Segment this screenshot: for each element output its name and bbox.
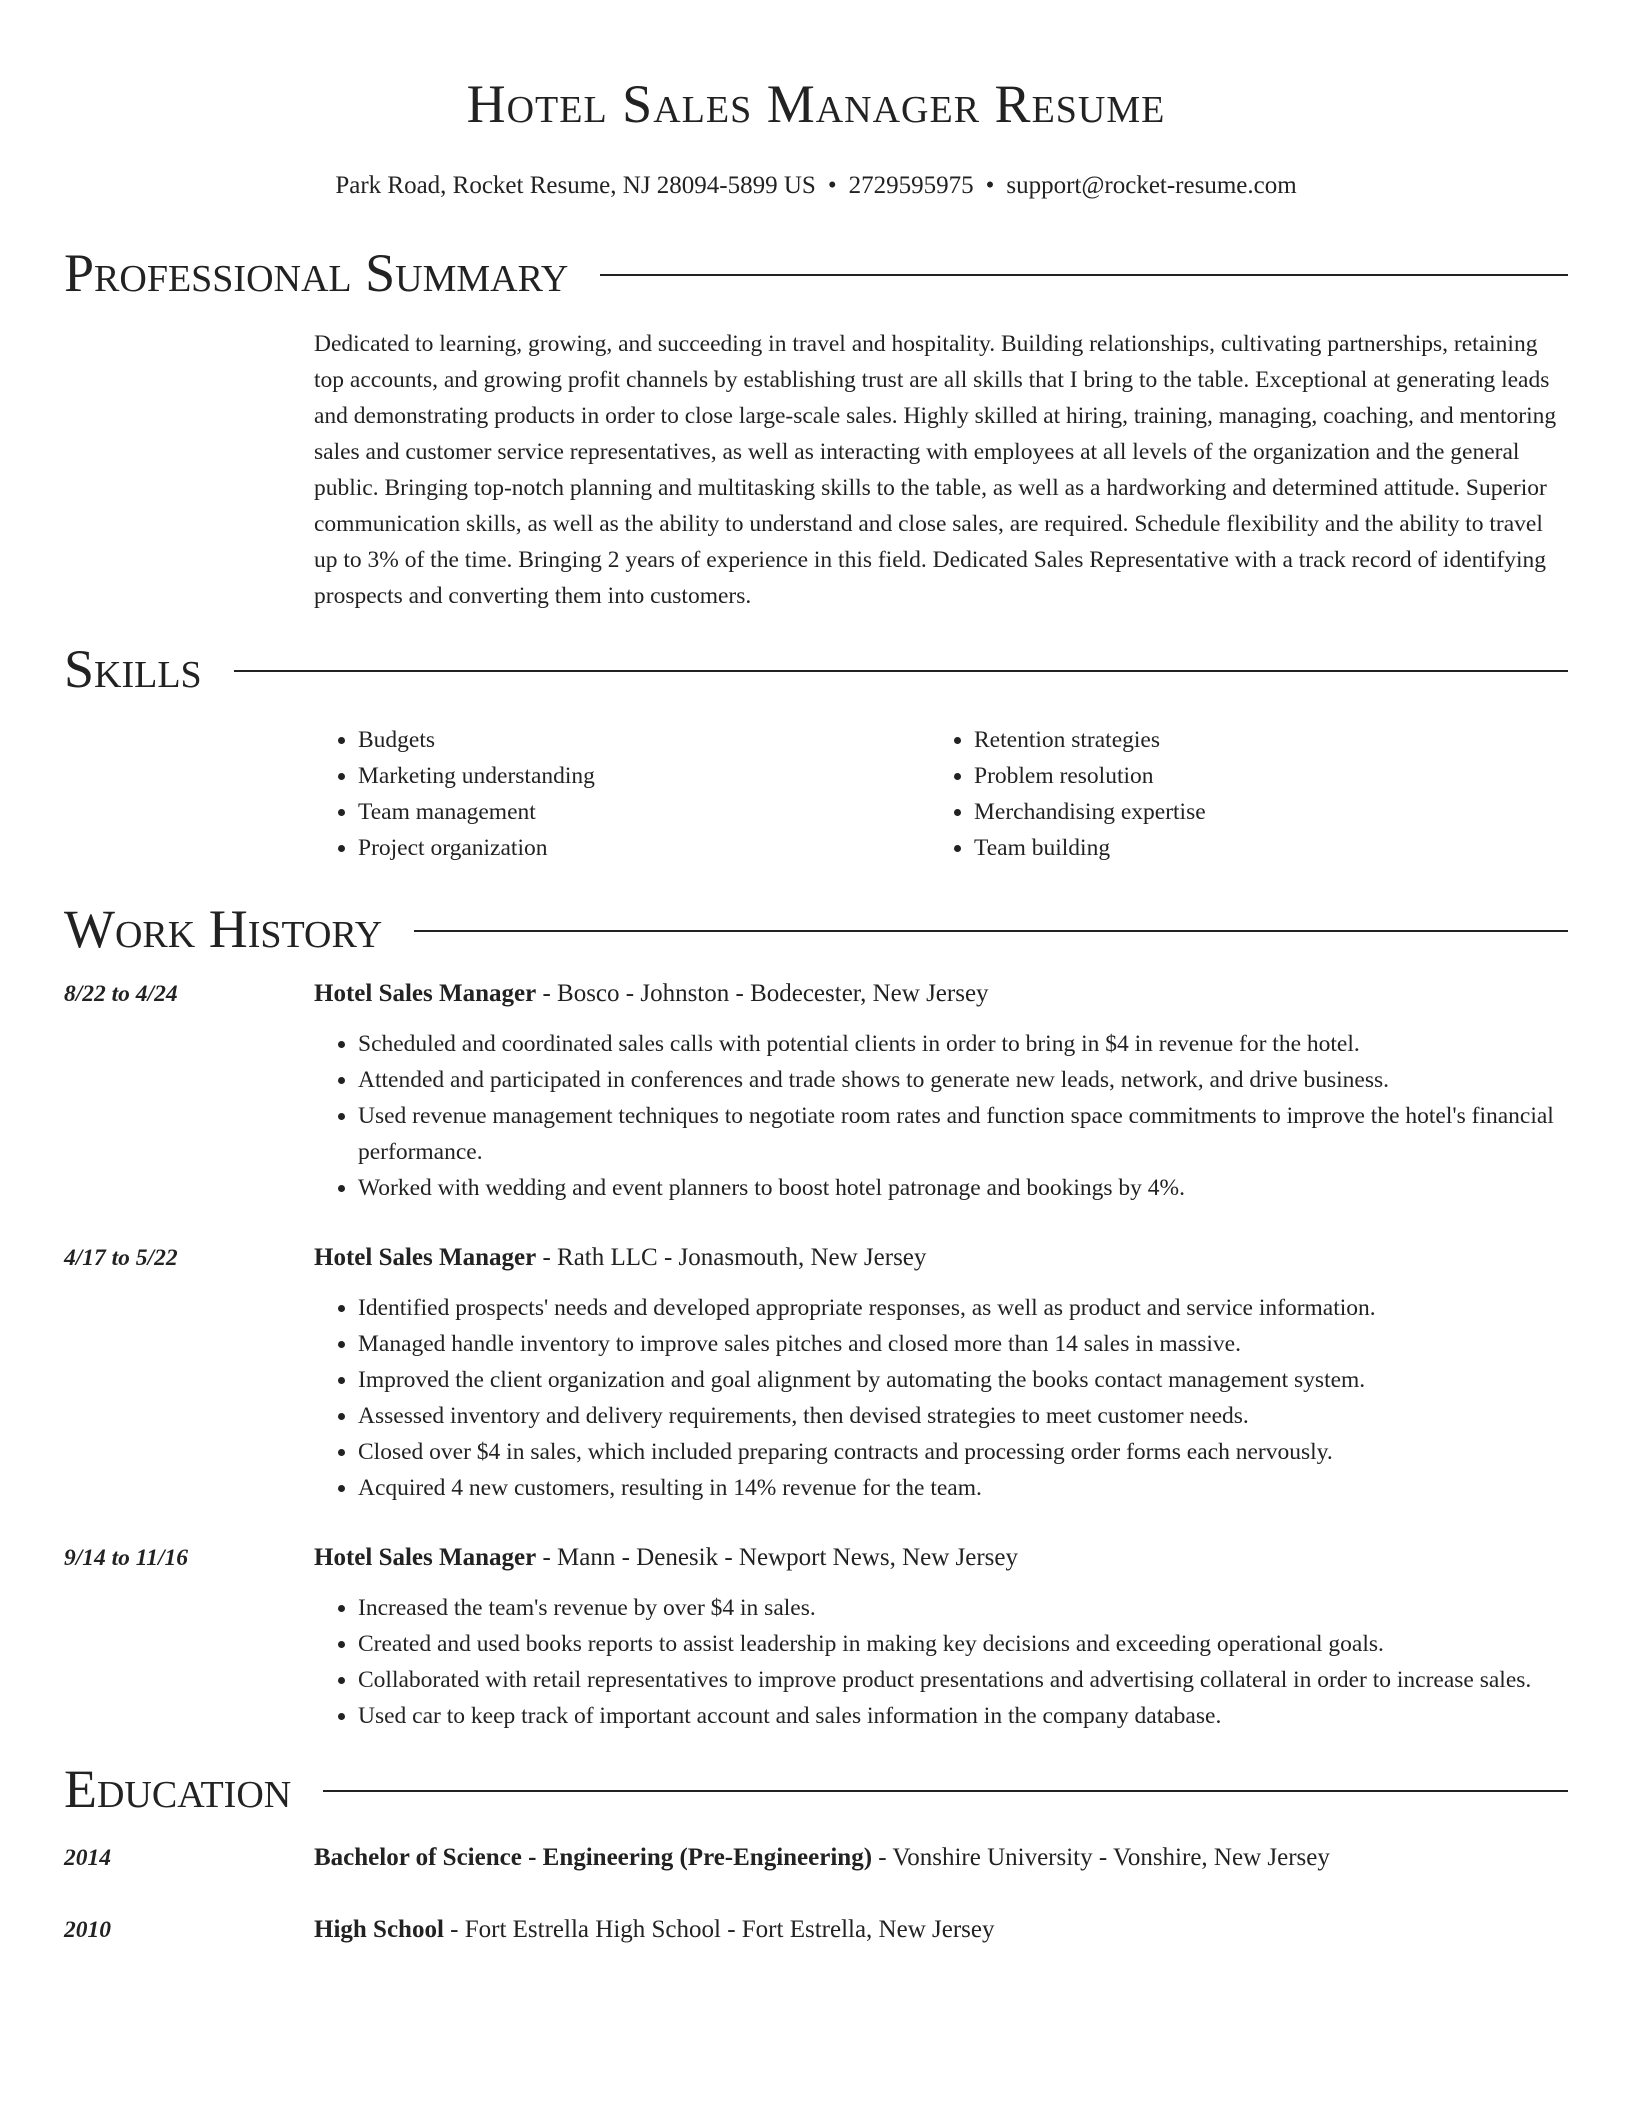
section-title-work: Work History xyxy=(64,899,383,959)
contact-line xyxy=(64,170,1568,202)
education-school: - Vonshire University - Vonshire, New Jersey xyxy=(872,1844,1330,1871)
education-entry xyxy=(64,1912,1568,1948)
job-heading xyxy=(314,976,1568,1012)
skill-item: • Project organization xyxy=(358,830,930,866)
skills-column-left xyxy=(314,722,930,866)
education-degree: High School xyxy=(314,1916,444,1943)
job-bullet: • Collaborated with retail representatives to improve product presentations and advertising collateral in order to increase sales. xyxy=(358,1662,1568,1698)
job-entry xyxy=(64,976,1568,1206)
section-divider xyxy=(600,274,1568,276)
job-bullet: • Scheduled and coordinated sales calls with potential clients in order to bring in $4 in revenue for the hotel. xyxy=(358,1026,1568,1062)
job-company: - Bosco - Johnston - Bodecester, New Jersey xyxy=(536,980,989,1007)
section-title-education: Education xyxy=(64,1759,292,1819)
skill-item: • Problem resolution xyxy=(974,758,1546,794)
contact-separator: • xyxy=(985,172,995,199)
job-heading xyxy=(314,1540,1568,1576)
skill-item: • Team management xyxy=(358,794,930,830)
summary-section-header xyxy=(64,240,1568,306)
job-bullet: • Identified prospects' needs and developed appropriate responses, as well as product and service information. xyxy=(358,1290,1568,1326)
job-bullets xyxy=(314,1290,1568,1506)
section-title-skills: Skills xyxy=(64,639,202,699)
skills-column-right xyxy=(930,722,1546,866)
job-bullet: • Created and used books reports to assist leadership in making key decisions and exceeding operational goals. xyxy=(358,1626,1568,1662)
skill-item: • Merchandising expertise xyxy=(974,794,1546,830)
job-bullet: • Increased the team's revenue by over $4 in sales. xyxy=(358,1590,1568,1626)
education-year: 2014 xyxy=(64,1845,111,1871)
summary-text: Dedicated to learning, growing, and succeeding in travel and hospitality. Building relationships, cultivating partnerships, retaining top accounts, and growing profit channels by establishing trust are all skills that I bring to the table. Exceptional at generating leads and demonstrating products in order to close large-scale sales. Highly skilled at hiring, training, managing, coaching, and mentoring sales and customer service representatives, as well as interacting with employees at all levels of the organization and the general public. Bringing top-notch planning and multitasking skills to the table, as well as a hardworking and determined attitude. Superior communication skills, as well as the ability to understand and close sales, are required. Schedule flexibility and the ability to travel up to 3% of the time. Bringing 2 years of experience in this field. Dedicated Sales Representative with a track record of identifying prospects and converting them into customers. xyxy=(314,331,1557,609)
job-company: - Rath LLC - Jonasmouth, New Jersey xyxy=(536,1244,927,1271)
job-dates: 4/17 to 5/22 xyxy=(64,1245,178,1271)
job-bullet: • Attended and participated in conferences and trade shows to generate new leads, network, and drive business. xyxy=(358,1062,1568,1098)
job-role: Hotel Sales Manager xyxy=(314,1244,537,1271)
page-title: Hotel Sales Manager Resume xyxy=(466,74,1166,134)
job-bullet: • Managed handle inventory to improve sales pitches and closed more than 14 sales in massive. xyxy=(358,1326,1568,1362)
section-divider xyxy=(323,1790,1568,1792)
job-bullet: • Improved the client organization and goal alignment by automating the books contact management system. xyxy=(358,1362,1568,1398)
education-detail xyxy=(314,1912,995,1948)
skill-item: • Team building xyxy=(974,830,1546,866)
job-bullet: • Worked with wedding and event planners to boost hotel patronage and bookings by 4%. xyxy=(358,1170,1568,1206)
skills-list xyxy=(314,722,1568,866)
job-bullet: • Used car to keep track of important account and sales information in the company database. xyxy=(358,1698,1568,1734)
section-divider xyxy=(234,670,1568,672)
job-dates: 8/22 to 4/24 xyxy=(64,981,178,1007)
skill-item: • Budgets xyxy=(358,722,930,758)
job-entry xyxy=(64,1240,1568,1506)
job-bullets xyxy=(314,1590,1568,1734)
job-heading xyxy=(314,1240,1568,1276)
skills-section-header xyxy=(64,636,1568,702)
education-degree: Bachelor of Science - Engineering (Pre-Engineering) xyxy=(314,1844,873,1871)
education-detail xyxy=(314,1840,1330,1876)
job-role: Hotel Sales Manager xyxy=(314,980,537,1007)
job-company: - Mann - Denesik - Newport News, New Jersey xyxy=(536,1544,1018,1571)
section-title-summary: Professional Summary xyxy=(64,243,569,303)
contact-email: support@rocket-resume.com xyxy=(1006,172,1297,199)
skill-item: • Marketing understanding xyxy=(358,758,930,794)
section-divider xyxy=(414,930,1568,932)
education-entry xyxy=(64,1840,1568,1876)
work-section-header xyxy=(64,896,1568,962)
job-bullet: • Acquired 4 new customers, resulting in 14% revenue for the team. xyxy=(358,1470,1568,1506)
education-year: 2010 xyxy=(64,1917,111,1943)
skill-item: • Retention strategies xyxy=(974,722,1546,758)
education-school: - Fort Estrella High School - Fort Estrella, New Jersey xyxy=(443,1916,995,1943)
job-entry xyxy=(64,1540,1568,1734)
education-section-header xyxy=(64,1756,1568,1822)
job-role: Hotel Sales Manager xyxy=(314,1544,537,1571)
job-bullet: • Closed over $4 in sales, which included preparing contracts and processing order forms each nervously. xyxy=(358,1434,1568,1470)
job-bullet: • Assessed inventory and delivery requirements, then devised strategies to meet customer needs. xyxy=(358,1398,1568,1434)
contact-address: Park Road, Rocket Resume, NJ 28094-5899 US xyxy=(335,172,816,199)
job-bullets xyxy=(314,1026,1568,1206)
job-dates: 9/14 to 11/16 xyxy=(64,1545,189,1571)
contact-separator: • xyxy=(827,172,837,199)
contact-phone: 2729595975 xyxy=(848,172,974,199)
job-bullet: • Used revenue management techniques to negotiate room rates and function space commitments to improve the hotel's financial performance. xyxy=(358,1098,1568,1170)
